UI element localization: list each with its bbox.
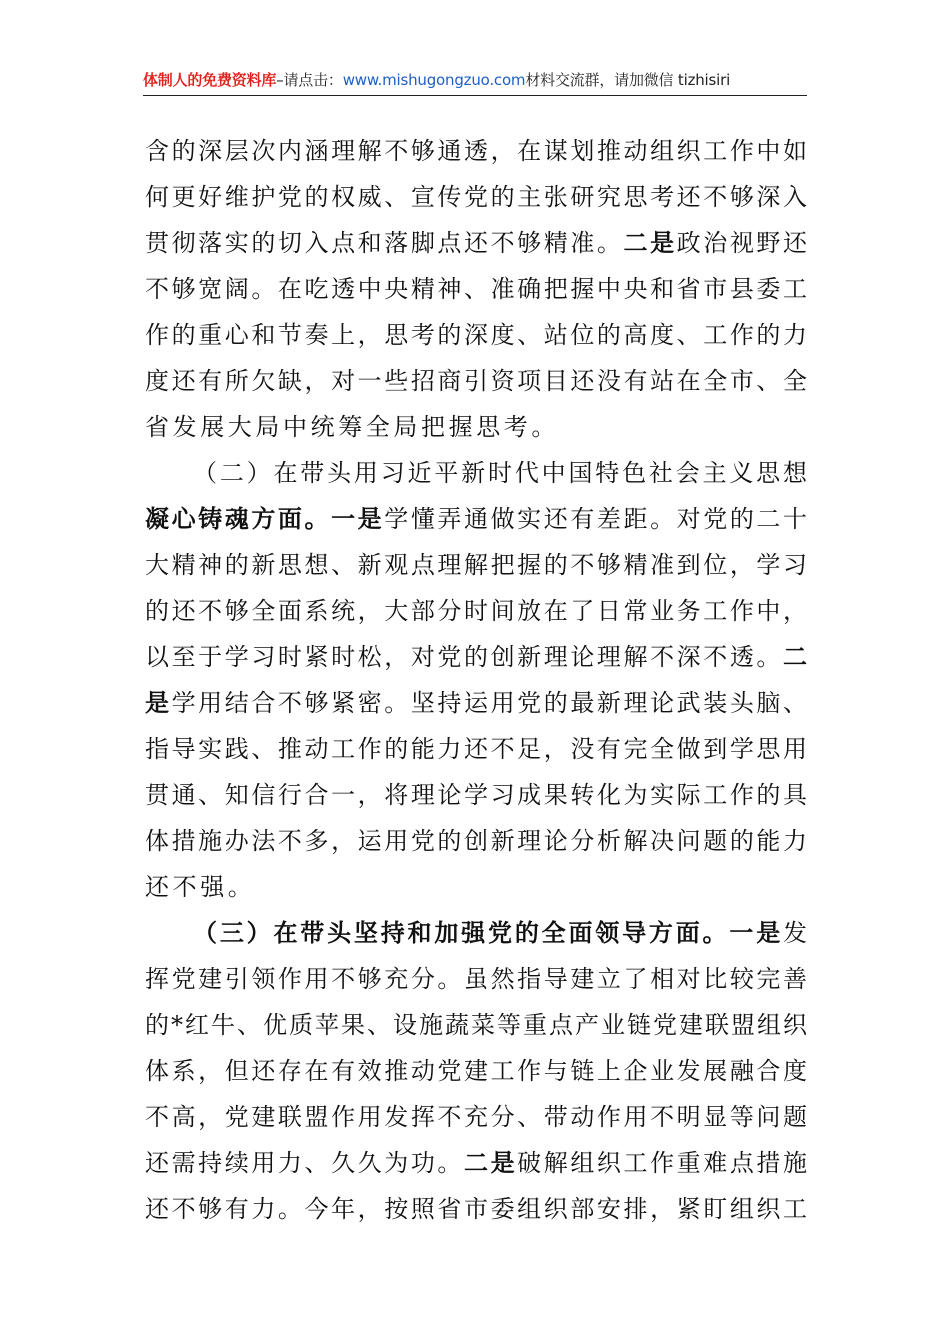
- bold-marker: 一是: [331, 504, 385, 533]
- text-segment: 贯彻落实的切入点和落脚点还不够精准。: [145, 229, 624, 257]
- text-line: [145, 1002, 807, 1048]
- text-line: [145, 1140, 807, 1186]
- text-segment: 学懂弄通做实还有差距。对党的二十: [384, 505, 808, 533]
- header-contact: 材料交流群，请加微信 tizhisiri: [525, 71, 731, 89]
- text-segment: 不够宽阔。在吃透中央精神、准确把握中央和省市县委工: [145, 275, 807, 303]
- text-segment: 贯通、知信行合一，将理论学习成果转化为实际工作的具: [145, 781, 807, 809]
- text-segment: 体措施办法不多，运用党的创新理论分析解决问题的能力: [145, 827, 807, 855]
- text-segment: 作的重心和节奏上，思考的深度、站位的高度、工作的力: [145, 321, 807, 349]
- page-header: [143, 68, 807, 96]
- header-url-link[interactable]: www.mishugongzuo.com: [342, 71, 526, 89]
- text-line: [145, 956, 807, 1002]
- text-segment: 的*红牛、优质苹果、设施蔬菜等重点产业链党建联盟组织: [145, 1011, 807, 1039]
- text-segment: 挥党建引领作用不够充分。虽然指导建立了相对比较完善: [145, 965, 807, 993]
- text-segment: 还不强。: [145, 873, 256, 901]
- text-line: [145, 818, 807, 864]
- header-brand: 体制人的免费资料库: [143, 71, 277, 89]
- text-segment: 指导实践、推动工作的能力还不足，没有完全做到学思用: [145, 735, 807, 763]
- text-line: [145, 174, 807, 220]
- text-segment: 何更好维护党的权威、宣传党的主张研究思考还不够深入: [145, 183, 807, 211]
- text-segment: 还不够有力。今年，按照省市委组织部安排，紧盯组织工: [145, 1195, 807, 1223]
- text-segment: 体系，但还存在有效推动党建工作与链上企业发展融合度: [145, 1057, 807, 1085]
- text-segment: 大精神的新思想、新观点理解把握的不够精准到位，学习: [145, 551, 807, 579]
- bold-marker: 一是: [729, 918, 784, 947]
- bold-marker: 二是: [464, 1148, 518, 1177]
- section-heading-line: [145, 910, 807, 956]
- text-segment: 学用结合不够紧密。坚持运用党的最新理论武装头脑、: [171, 689, 808, 717]
- text-line: [145, 588, 807, 634]
- header-divider: [143, 95, 807, 96]
- text-segment: 发: [783, 919, 808, 947]
- text-line: [145, 680, 807, 726]
- text-line: [145, 726, 807, 772]
- document-body: [145, 128, 807, 1232]
- text-line: [145, 496, 807, 542]
- text-segment: 政治视野还: [676, 229, 808, 257]
- text-line: [145, 1186, 807, 1232]
- bold-marker: 二是: [623, 228, 677, 257]
- text-line: [145, 404, 807, 450]
- text-segment: 还需持续用力、久久为功。: [145, 1149, 464, 1177]
- text-line: [145, 542, 807, 588]
- bold-marker: 二: [783, 642, 807, 671]
- text-line: [145, 358, 807, 404]
- text-line: [145, 266, 807, 312]
- text-segment: （二）在带头用习近平新时代中国特色社会主义思想: [193, 459, 807, 487]
- text-segment: 含的深层次内涵理解不够通透，在谋划推动组织工作中如: [145, 137, 807, 165]
- text-line: [145, 1048, 807, 1094]
- text-segment: 度还有所欠缺，对一些招商引资项目还没有站在全市、全: [145, 367, 807, 395]
- header-prompt: –请点击：: [276, 71, 343, 89]
- section-heading-text: 凝心铸魂方面。: [145, 504, 332, 533]
- text-line: [145, 864, 807, 910]
- section-heading-text: （三）在带头坚持和加强党的全面领导方面。: [193, 918, 730, 947]
- text-segment: 以至于学习时紧时松，对党的创新理论理解不深不透。: [145, 643, 783, 671]
- text-segment: 的还不够全面系统，大部分时间放在了日常业务工作中，: [145, 597, 807, 625]
- text-line: [145, 772, 807, 818]
- text-line: [145, 220, 807, 266]
- text-line: [145, 312, 807, 358]
- text-line: [145, 634, 807, 680]
- text-segment: 省发展大局中统筹全局把握思考。: [145, 413, 559, 441]
- text-segment: 破解组织工作重难点措施: [517, 1149, 808, 1177]
- section-heading-line: [145, 450, 807, 496]
- text-line: [145, 128, 807, 174]
- text-segment: 不高，党建联盟作用发挥不充分、带动作用不明显等问题: [145, 1103, 807, 1131]
- text-line: [145, 1094, 807, 1140]
- bold-marker: 是: [145, 688, 172, 717]
